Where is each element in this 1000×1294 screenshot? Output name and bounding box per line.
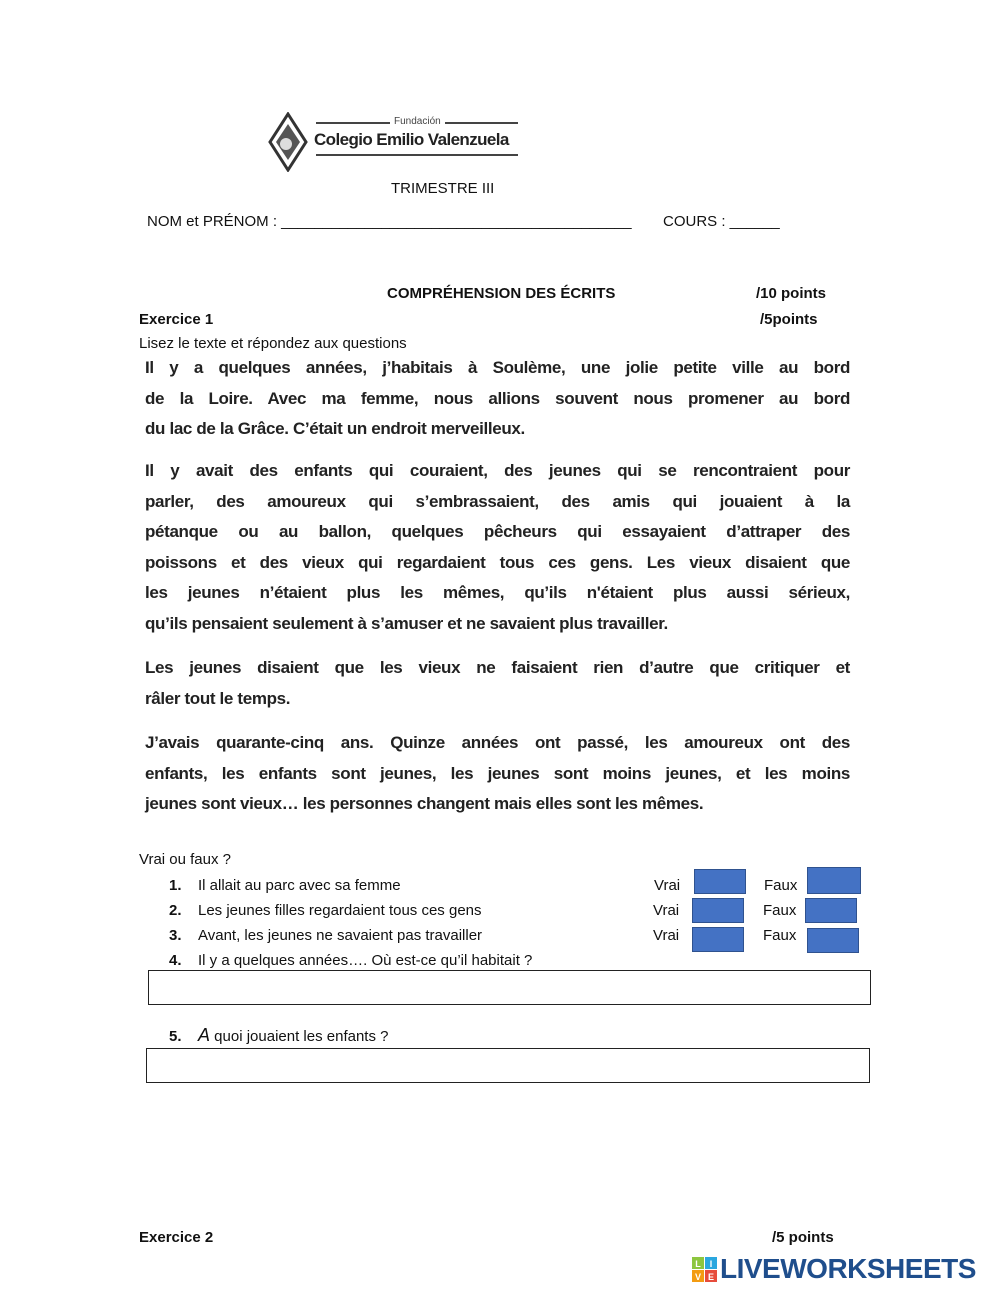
exercise-2-points: /5 points bbox=[772, 1229, 834, 1246]
q3-false-answer-box[interactable] bbox=[807, 928, 859, 953]
question-number: 5. bbox=[169, 1028, 182, 1045]
q2-true-answer-box[interactable] bbox=[692, 898, 744, 923]
false-label: Faux bbox=[763, 927, 797, 944]
true-label: Vrai bbox=[653, 902, 680, 919]
school-crest-icon bbox=[268, 112, 308, 172]
q5-answer-input[interactable] bbox=[146, 1048, 870, 1083]
svg-text:I: I bbox=[709, 1259, 713, 1269]
svg-text:L: L bbox=[695, 1259, 701, 1269]
svg-text:E: E bbox=[707, 1272, 715, 1282]
q1-false-answer-box[interactable] bbox=[807, 867, 861, 894]
svg-text:V: V bbox=[694, 1272, 702, 1282]
question-text: Il y a quelques années…. Où est-ce qu’il habitait ? bbox=[198, 952, 533, 969]
true-label: Vrai bbox=[653, 927, 680, 944]
trimester-label: TRIMESTRE III bbox=[391, 180, 495, 197]
question-text: Il allait au parc avec sa femme bbox=[198, 877, 401, 894]
school-logo: Fundación Colegio Emilio Valenzuela bbox=[268, 112, 523, 172]
false-label: Faux bbox=[763, 902, 797, 919]
exercise-2-title: Exercice 2 bbox=[139, 1229, 214, 1246]
worksheet-page: Fundación Colegio Emilio Valenzuela TRIMESTRE III NOM et PRÉNOM : __________________________________________ COURS : ______ COMPRÉHENSION DES ÉCRITS /10 points Exercice 1 /5points Lisez le texte et répondez aux questions Il y a quelques années, j’habitais à Soulème, une jolie petite ville au bord de la Loire. Avec ma femme, nous allions souvent nous promener au bord du lac de la Grâce. C’était un endroit merveilleux. Il y avait des enfants qui couraient, des jeunes qui se rencontraient pour parler, des amoureux qui s’embrassaient, des amis qui jouaient à la pétanque ou au ballon, quelques pêcheurs qui essayaient d’attraper des poissons et des vieux qui regardaient tous ces gens. Les vieux disaient que les jeunes n’étaient plus les mêmes, qu’ils n'étaient plus aussi sérieux, qu’ils pensaient seulement à s’amuser et ne savaient plus travailler. Les jeunes disaient que les vieux ne faisaient rien d’autre que critiquer et râler tout le temps. J’avais quarante-cinq ans. Quinze années ont passé, les amoureux ont des enfants, les enfants sont jeunes, les jeunes sont moins jeunes, et les moins jeunes sont vieux… les personnes changent mais elles sont les mêmes. Vrai ou faux ? 1. Il allait au parc avec sa femme Vrai Faux 2. Les jeunes filles regardaient tous ces gens Vrai Faux 3. Avant, les jeunes ne savaient pas travailler Vrai Faux 4. Il y a quelques années…. Où est-ce qu’il habitait ? 5. A quoi jouaient les enfants ? Exercice 2 /5 points L I V E LIVEWORKSHEETS bbox=[0, 0, 1000, 1294]
live-blocks-icon bbox=[692, 1257, 718, 1283]
exercise-1-instruction: Lisez le texte et répondez aux questions bbox=[139, 335, 407, 352]
question-text: Avant, les jeunes ne savaient pas travailler bbox=[198, 927, 483, 944]
true-false-title: Vrai ou faux ? bbox=[139, 851, 231, 868]
question-number: 2. bbox=[169, 902, 182, 919]
question-text: Les jeunes filles regardaient tous ces gens bbox=[198, 902, 482, 919]
question-number: 3. bbox=[169, 927, 182, 944]
q1-true-answer-box[interactable] bbox=[694, 869, 746, 894]
q3-true-answer-box[interactable] bbox=[692, 927, 744, 952]
name-field-label[interactable]: NOM et PRÉNOM : __________________________________________ bbox=[147, 213, 632, 230]
course-field-label[interactable]: COURS : ______ bbox=[663, 213, 780, 230]
section-points: /10 points bbox=[756, 285, 827, 302]
exercise-1-points: /5points bbox=[760, 311, 818, 328]
reading-paragraph-2: Il y avait des enfants qui couraient, des jeunes qui se rencontraient pour parler, des amoureux qui s’embrassaient, des amis qui jouaient à la pétanque ou au ballon, quelques pêcheurs qui essayaient d’attraper des poissons et des vieux qui regardaient tous ces gens. Les vieux disaient que les jeunes n’étaient plus les mêmes, qu’ils n'étaient plus aussi sérieux, qu’ils pensaient seulement à s’amuser et ne savaient plus travailler. bbox=[145, 461, 850, 633]
false-label: Faux bbox=[764, 877, 798, 894]
true-label: Vrai bbox=[654, 877, 681, 894]
question-number: 4. bbox=[169, 952, 182, 969]
q4-answer-input[interactable] bbox=[148, 970, 871, 1005]
section-title: COMPRÉHENSION DES ÉCRITS bbox=[387, 285, 616, 302]
exercise-1-title: Exercice 1 bbox=[139, 311, 214, 328]
reading-paragraph-4: J’avais quarante-cinq ans. Quinze années ont passé, les amoureux ont des enfants, les enfants sont jeunes, les jeunes sont moins jeunes, et les moins jeunes sont vieux… les personnes changent mais elles sont les mêmes. bbox=[145, 733, 850, 813]
reading-paragraph-3: Les jeunes disaient que les vieux ne faisaient rien d’autre que critiquer et râler tout le temps. bbox=[145, 658, 850, 708]
reading-paragraph-1: Il y a quelques années, j’habitais à Soulème, une jolie petite ville au bord de la Loire. Avec ma femme, nous allions souvent nous promener au bord du lac de la Grâce. C’était un endroit merveilleux. bbox=[145, 358, 850, 438]
q2-false-answer-box[interactable] bbox=[805, 898, 857, 923]
question-number: 1. bbox=[169, 877, 182, 894]
question-text: A quoi jouaient les enfants ? bbox=[198, 1025, 389, 1045]
